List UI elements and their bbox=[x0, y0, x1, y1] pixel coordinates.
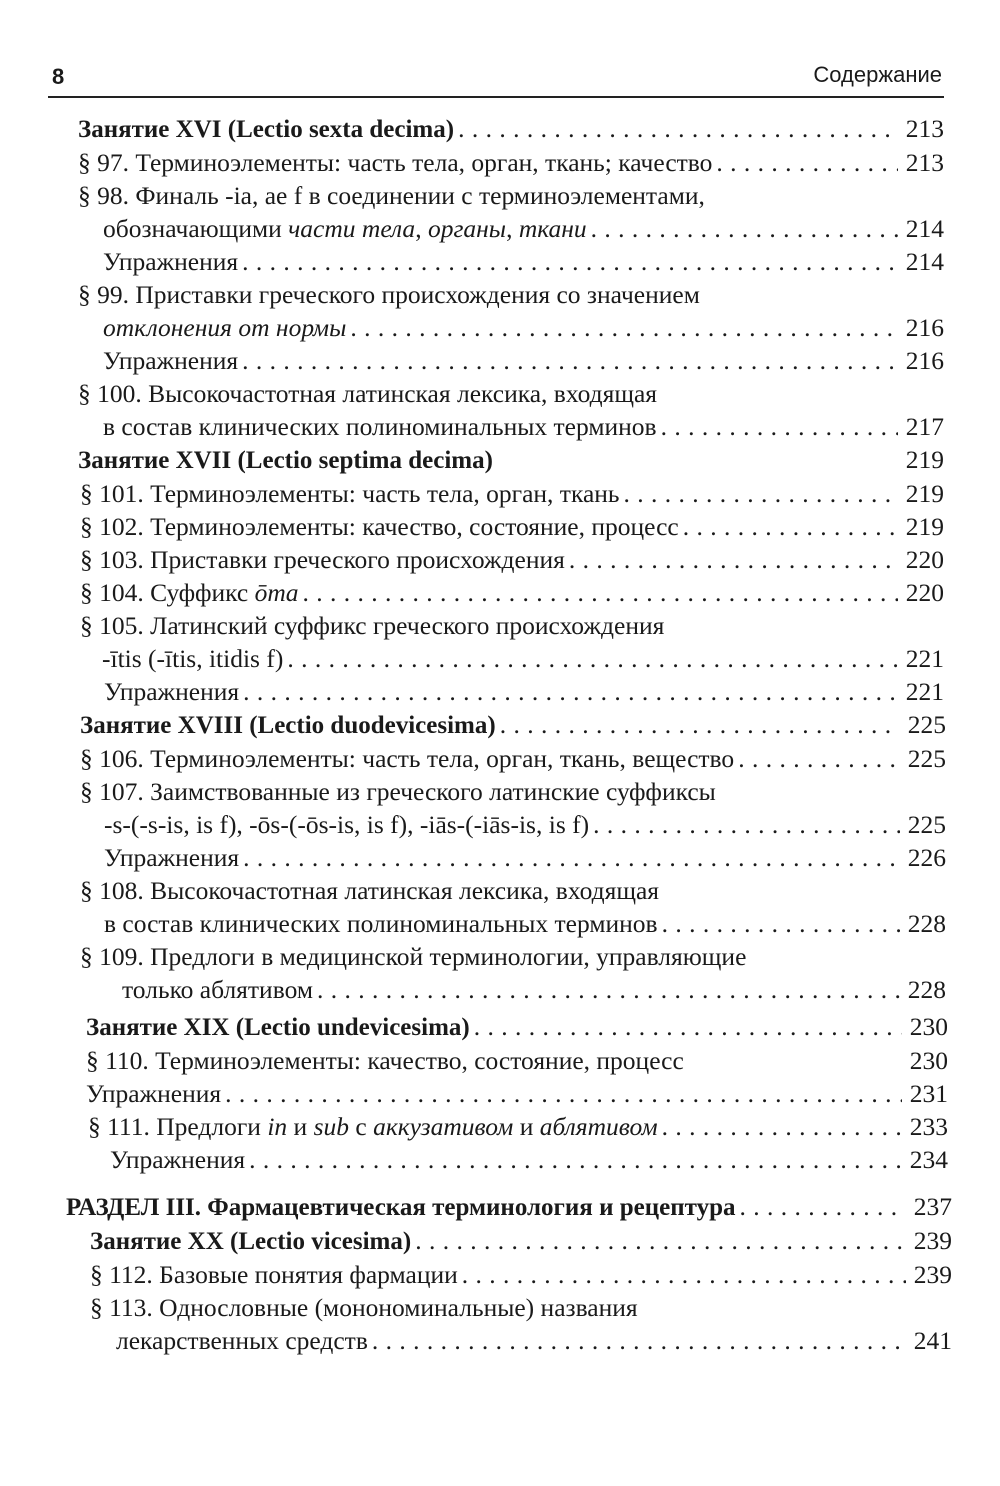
entry-page: 230 bbox=[909, 1046, 948, 1075]
entry-label-line2: обозначающими части тела, органы, ткани bbox=[103, 214, 587, 243]
entry-page: 230 bbox=[909, 1012, 948, 1041]
entry-label: Упражнения bbox=[103, 247, 239, 276]
entry-label: § 106. Терминоэлементы: часть тела, орган, ткань, вещество bbox=[80, 744, 735, 773]
dot-leader bbox=[683, 510, 898, 543]
entry-label: Занятие XVIII (Lectio duodevicesima) bbox=[80, 712, 496, 739]
entry-label-line2: -s-(-s-is, is f), -ōs-(-ōs-is, is f), -iās-(-iās-is, is f) bbox=[104, 810, 590, 839]
running-title: Содержание bbox=[813, 62, 942, 87]
dot-leader bbox=[249, 1143, 902, 1176]
toc-entry-section-113[interactable] bbox=[0, 1291, 1000, 1357]
entry-page: 225 bbox=[907, 744, 946, 773]
entry-page: 228 bbox=[907, 909, 946, 938]
entry-page: 216 bbox=[905, 313, 944, 342]
dot-leader bbox=[624, 477, 898, 510]
entry-page: 219 bbox=[905, 479, 944, 508]
entry-page: 217 bbox=[905, 412, 944, 441]
toc-entry-exercises[interactable] bbox=[0, 1143, 1000, 1176]
dot-leader bbox=[500, 708, 900, 741]
section-spacer bbox=[0, 1176, 1000, 1190]
entry-page: 225 bbox=[907, 710, 946, 739]
entry-label-line1: § 100. Высокочастотная латинская лексика, входящая bbox=[78, 379, 658, 408]
entry-page: 234 bbox=[909, 1145, 948, 1174]
dot-leader bbox=[716, 146, 898, 179]
dot-leader bbox=[243, 675, 898, 708]
toc-entry-lesson-17[interactable] bbox=[0, 443, 1000, 477]
toc-entry-lesson-16[interactable] bbox=[0, 112, 1000, 146]
entry-page: 237 bbox=[913, 1192, 952, 1221]
entry-label-line1: § 98. Финаль -ia, ae f в соединении с терминоэлементами, bbox=[78, 181, 705, 210]
toc-entry-part-3[interactable] bbox=[0, 1190, 1000, 1224]
entry-label-line1: § 107. Заимствованные из греческого латинские суффиксы bbox=[80, 777, 716, 806]
dot-leader bbox=[661, 410, 898, 443]
toc-entry-section-99[interactable] bbox=[0, 278, 1000, 344]
entry-label-line1: § 99. Приставки греческого происхождения со значением bbox=[78, 280, 700, 309]
entry-label: Занятие XX (Lectio vicesima) bbox=[90, 1228, 412, 1255]
entry-label-line2: лекарственных средств bbox=[116, 1326, 368, 1355]
page-header bbox=[48, 58, 944, 98]
entry-label: Упражнения bbox=[86, 1079, 222, 1108]
dot-leader bbox=[458, 112, 898, 145]
toc-entry-exercises[interactable] bbox=[0, 841, 1000, 874]
toc-entry-section-109[interactable] bbox=[0, 940, 1000, 1006]
dot-leader bbox=[569, 543, 898, 576]
entry-page: 241 bbox=[913, 1326, 952, 1355]
entry-label: Занятие XIX (Lectio undevicesima) bbox=[86, 1014, 470, 1041]
entry-page: 239 bbox=[913, 1260, 952, 1289]
dot-leader bbox=[225, 1077, 902, 1110]
entry-page: 221 bbox=[905, 644, 944, 673]
dot-leader bbox=[739, 1190, 906, 1223]
toc-entry-lesson-19[interactable] bbox=[0, 1010, 1000, 1044]
toc-entry-section-102[interactable] bbox=[0, 510, 1000, 543]
entry-label-line2: только аблятивом bbox=[122, 975, 313, 1004]
entry-label: § 111. Предлоги in и sub с аккузативом и аблятивом bbox=[88, 1112, 658, 1141]
toc-entry-section-98[interactable] bbox=[0, 179, 1000, 245]
dot-leader bbox=[317, 973, 900, 1006]
entry-page: 213 bbox=[905, 148, 944, 177]
toc-entry-section-105[interactable] bbox=[0, 609, 1000, 675]
dot-leader bbox=[593, 808, 900, 841]
entry-label: Занятие XVI (Lectio sexta decima) bbox=[78, 116, 455, 143]
entry-page: 220 bbox=[905, 578, 944, 607]
toc-entry-section-106[interactable] bbox=[0, 742, 1000, 775]
entry-label-line1: § 105. Латинский суффикс греческого происхождения bbox=[80, 611, 665, 640]
entry-label: Упражнения bbox=[104, 843, 240, 872]
entry-label: § 102. Терминоэлементы: качество, состояние, процесс bbox=[80, 512, 679, 541]
entry-page: 220 bbox=[905, 545, 944, 574]
entry-page: 233 bbox=[909, 1112, 948, 1141]
dot-leader bbox=[415, 1224, 906, 1257]
dot-leader bbox=[591, 212, 898, 245]
entry-label-line2: в состав клинических полиноминальных терминов bbox=[104, 909, 658, 938]
toc-entry-section-112[interactable] bbox=[0, 1258, 1000, 1291]
entry-label: § 110. Терминоэлементы: качество, состояние, процесс bbox=[86, 1046, 684, 1075]
entry-label-line1: § 109. Предлоги в медицинской терминологии, управляющие bbox=[80, 942, 747, 971]
table-of-contents bbox=[0, 112, 1000, 1357]
page-number: 8 bbox=[52, 64, 65, 89]
dot-leader bbox=[372, 1324, 906, 1357]
entry-page: 214 bbox=[905, 247, 944, 276]
toc-entry-section-104[interactable] bbox=[0, 576, 1000, 609]
entry-page: 221 bbox=[905, 677, 944, 706]
entry-page: 231 bbox=[909, 1079, 948, 1108]
entry-label-line1: § 108. Высокочастотная латинская лексика, входящая bbox=[80, 876, 660, 905]
entry-label: § 103. Приставки греческого происхождения bbox=[80, 545, 565, 574]
dot-leader bbox=[242, 245, 898, 278]
entry-label-line2: в состав клинических полиноминальных терминов bbox=[103, 412, 657, 441]
dot-leader bbox=[474, 1010, 902, 1043]
toc-entry-exercises[interactable] bbox=[0, 344, 1000, 377]
entry-label: § 104. Суффикс ōma bbox=[80, 578, 299, 607]
dot-leader bbox=[242, 344, 898, 377]
entry-label: § 101. Терминоэлементы: часть тела, орган, ткань bbox=[80, 479, 620, 508]
entry-label: Упражнения bbox=[110, 1145, 246, 1174]
entry-page: 213 bbox=[905, 114, 944, 143]
toc-entry-exercises[interactable] bbox=[0, 1077, 1000, 1110]
entry-page: 226 bbox=[907, 843, 946, 872]
entry-label: Упражнения bbox=[103, 346, 239, 375]
entry-label-line2: -ītis (-ītis, itidis f) bbox=[102, 644, 284, 673]
toc-entry-exercises[interactable] bbox=[0, 245, 1000, 278]
entry-page: 219 bbox=[905, 445, 944, 474]
entry-label: Занятие XVII (Lectio septima decima) bbox=[78, 447, 493, 474]
toc-entry-section-111[interactable] bbox=[0, 1110, 1000, 1143]
entry-page: 225 bbox=[907, 810, 946, 839]
dot-leader bbox=[243, 841, 900, 874]
toc-entry-section-110[interactable] bbox=[0, 1044, 1000, 1077]
toc-entry-section-108[interactable] bbox=[0, 874, 1000, 940]
toc-entry-section-97[interactable] bbox=[0, 146, 1000, 179]
entry-page: 239 bbox=[913, 1226, 952, 1255]
toc-entry-section-101[interactable] bbox=[0, 477, 1000, 510]
entry-label: Упражнения bbox=[104, 677, 240, 706]
entry-label-line1: § 113. Однословные (монономинальные) названия bbox=[90, 1293, 638, 1322]
toc-entry-section-103[interactable] bbox=[0, 543, 1000, 576]
toc-entry-lesson-18[interactable] bbox=[0, 708, 1000, 742]
entry-page: 228 bbox=[907, 975, 946, 1004]
dot-leader bbox=[303, 576, 898, 609]
dot-leader bbox=[662, 907, 900, 940]
dot-leader bbox=[738, 742, 900, 775]
dot-leader bbox=[462, 1258, 906, 1291]
dot-leader bbox=[350, 311, 898, 344]
entry-label: § 112. Базовые понятия фармации bbox=[90, 1260, 458, 1289]
toc-entry-section-107[interactable] bbox=[0, 775, 1000, 841]
toc-entry-exercises[interactable] bbox=[0, 675, 1000, 708]
dot-leader bbox=[662, 1110, 902, 1143]
toc-entry-section-100[interactable] bbox=[0, 377, 1000, 443]
entry-label: § 97. Терминоэлементы: часть тела, орган, ткань; качество bbox=[78, 148, 713, 177]
dot-leader bbox=[287, 642, 898, 675]
entry-label: РАЗДЕЛ III. Фармацевтическая терминология и рецептура bbox=[66, 1194, 736, 1221]
entry-page: 219 bbox=[905, 512, 944, 541]
entry-page: 216 bbox=[905, 346, 944, 375]
entry-page: 214 bbox=[905, 214, 944, 243]
toc-entry-lesson-20[interactable] bbox=[0, 1224, 1000, 1258]
entry-label-line2: отклонения от нормы bbox=[103, 313, 347, 342]
